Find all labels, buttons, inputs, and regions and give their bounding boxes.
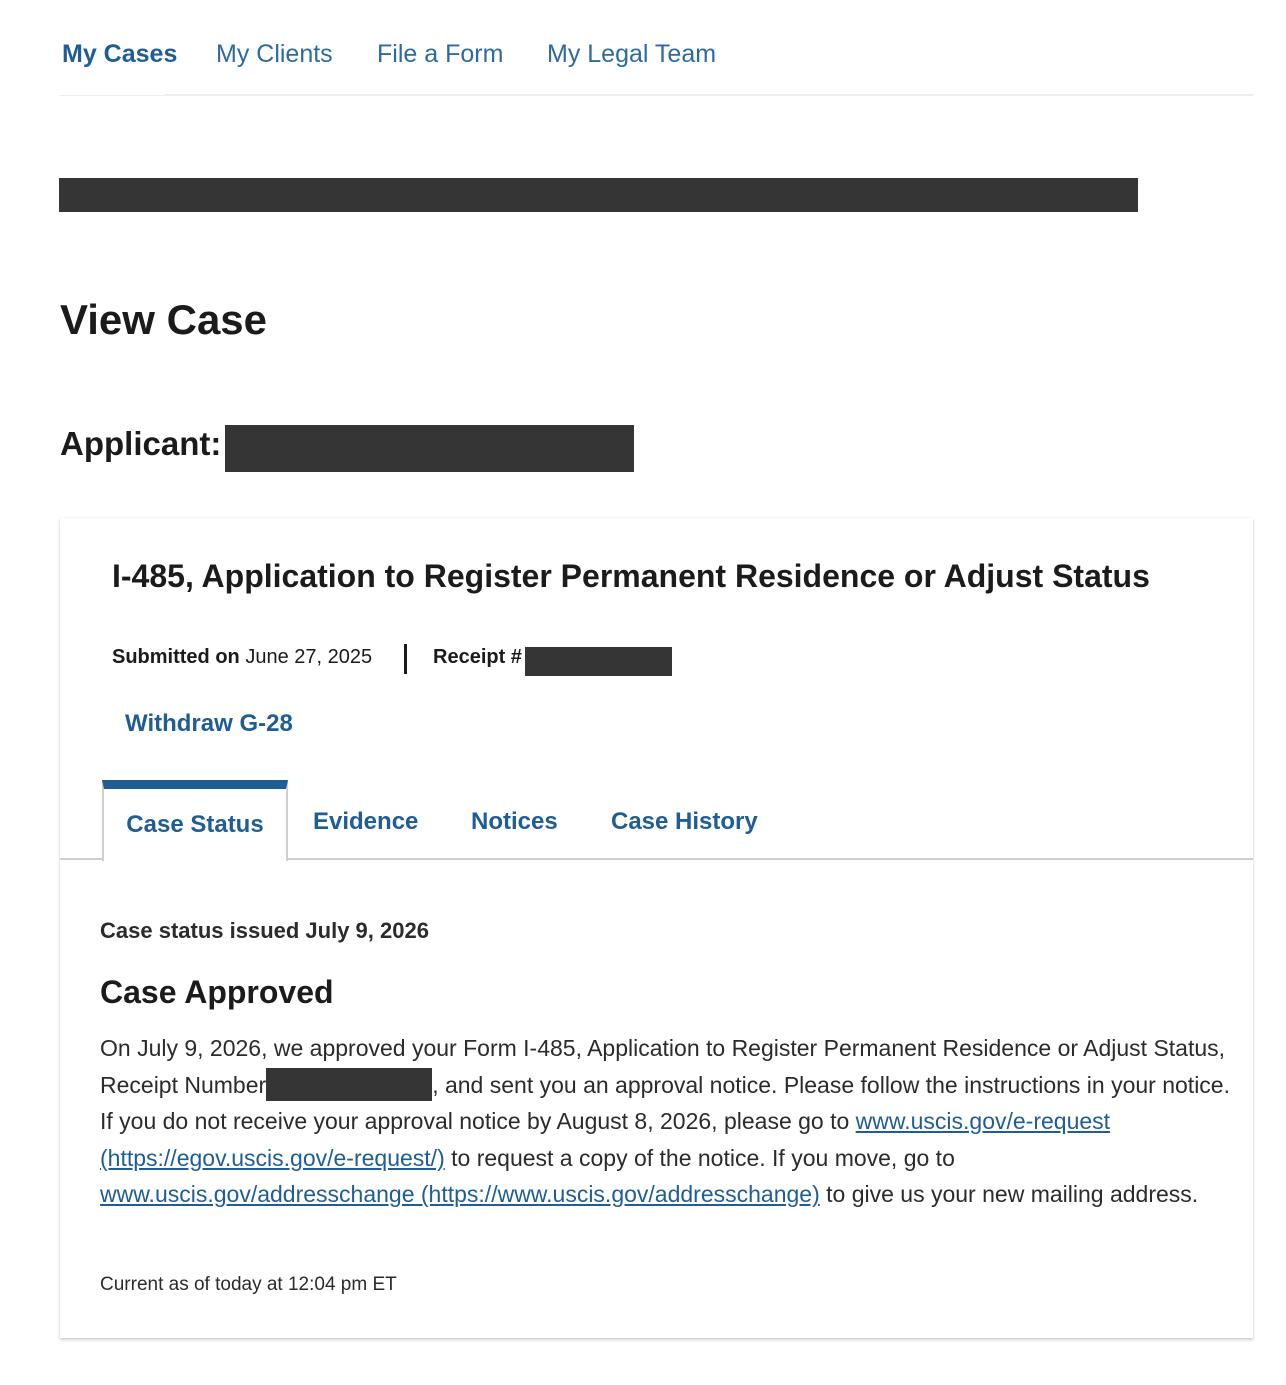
tab-case-status[interactable]: Case Status	[102, 780, 288, 861]
nav-my-legal-team[interactable]: My Legal Team	[547, 40, 717, 68]
form-title: I-485, Application to Register Permanent Residence or Adjust Status	[112, 558, 1150, 594]
redacted-banner	[59, 178, 1138, 212]
nav-my-clients[interactable]: My Clients	[216, 40, 333, 68]
case-card	[60, 518, 1253, 1338]
submitted-date: June 27, 2025	[245, 646, 373, 668]
submitted-info	[112, 646, 372, 676]
redacted-receipt-number-inline	[266, 1068, 432, 1101]
applicant-heading	[60, 425, 221, 463]
receipt-label: Receipt #	[433, 646, 522, 668]
tab-case-history[interactable]: Case History	[611, 808, 758, 835]
submitted-label: Submitted on	[112, 646, 240, 668]
status-description	[100, 1030, 1230, 1213]
top-navigation	[60, 0, 1253, 96]
withdraw-g28-link[interactable]: Withdraw G-28	[125, 710, 293, 737]
tab-evidence[interactable]: Evidence	[313, 808, 419, 835]
tab-notices[interactable]: Notices	[471, 808, 558, 835]
current-as-of: Current as of today at 12:04 pm ET	[100, 1274, 397, 1295]
status-text-3: to request a copy of the notice. If you move, go to	[444, 1144, 955, 1171]
status-text-1: On July 9, 2026, we approved your Form I-485, Application to Register Permanent Residence or Adjust Status, Receipt Number	[100, 1035, 1226, 1098]
page-title: View Case	[60, 296, 268, 343]
status-issued-date: Case status issued July 9, 2026	[100, 918, 429, 943]
active-nav-indicator	[60, 92, 165, 95]
nav-file-a-form[interactable]: File a Form	[377, 40, 504, 68]
status-text-2: , and sent you an approval notice. Please follow the instructions in your notice. If you do not receive your approval notice by August 8, 2026, please go to	[100, 1071, 1230, 1134]
nav-my-cases[interactable]: My Cases	[62, 40, 178, 68]
meta-divider	[404, 644, 407, 674]
status-heading: Case Approved	[100, 974, 334, 1010]
redacted-receipt-number	[525, 647, 672, 676]
address-change-link[interactable]: www.uscis.gov/addresschange (https://www.uscis.gov/addresschange)	[100, 1181, 820, 1207]
e-request-link[interactable]: www.uscis.gov/e-request (https://egov.uscis.gov/e-request/)	[100, 1108, 1111, 1171]
status-text-4: to give us your new mailing address.	[819, 1181, 1199, 1207]
applicant-label: Applicant:	[60, 425, 222, 462]
redacted-applicant-name	[225, 425, 634, 472]
